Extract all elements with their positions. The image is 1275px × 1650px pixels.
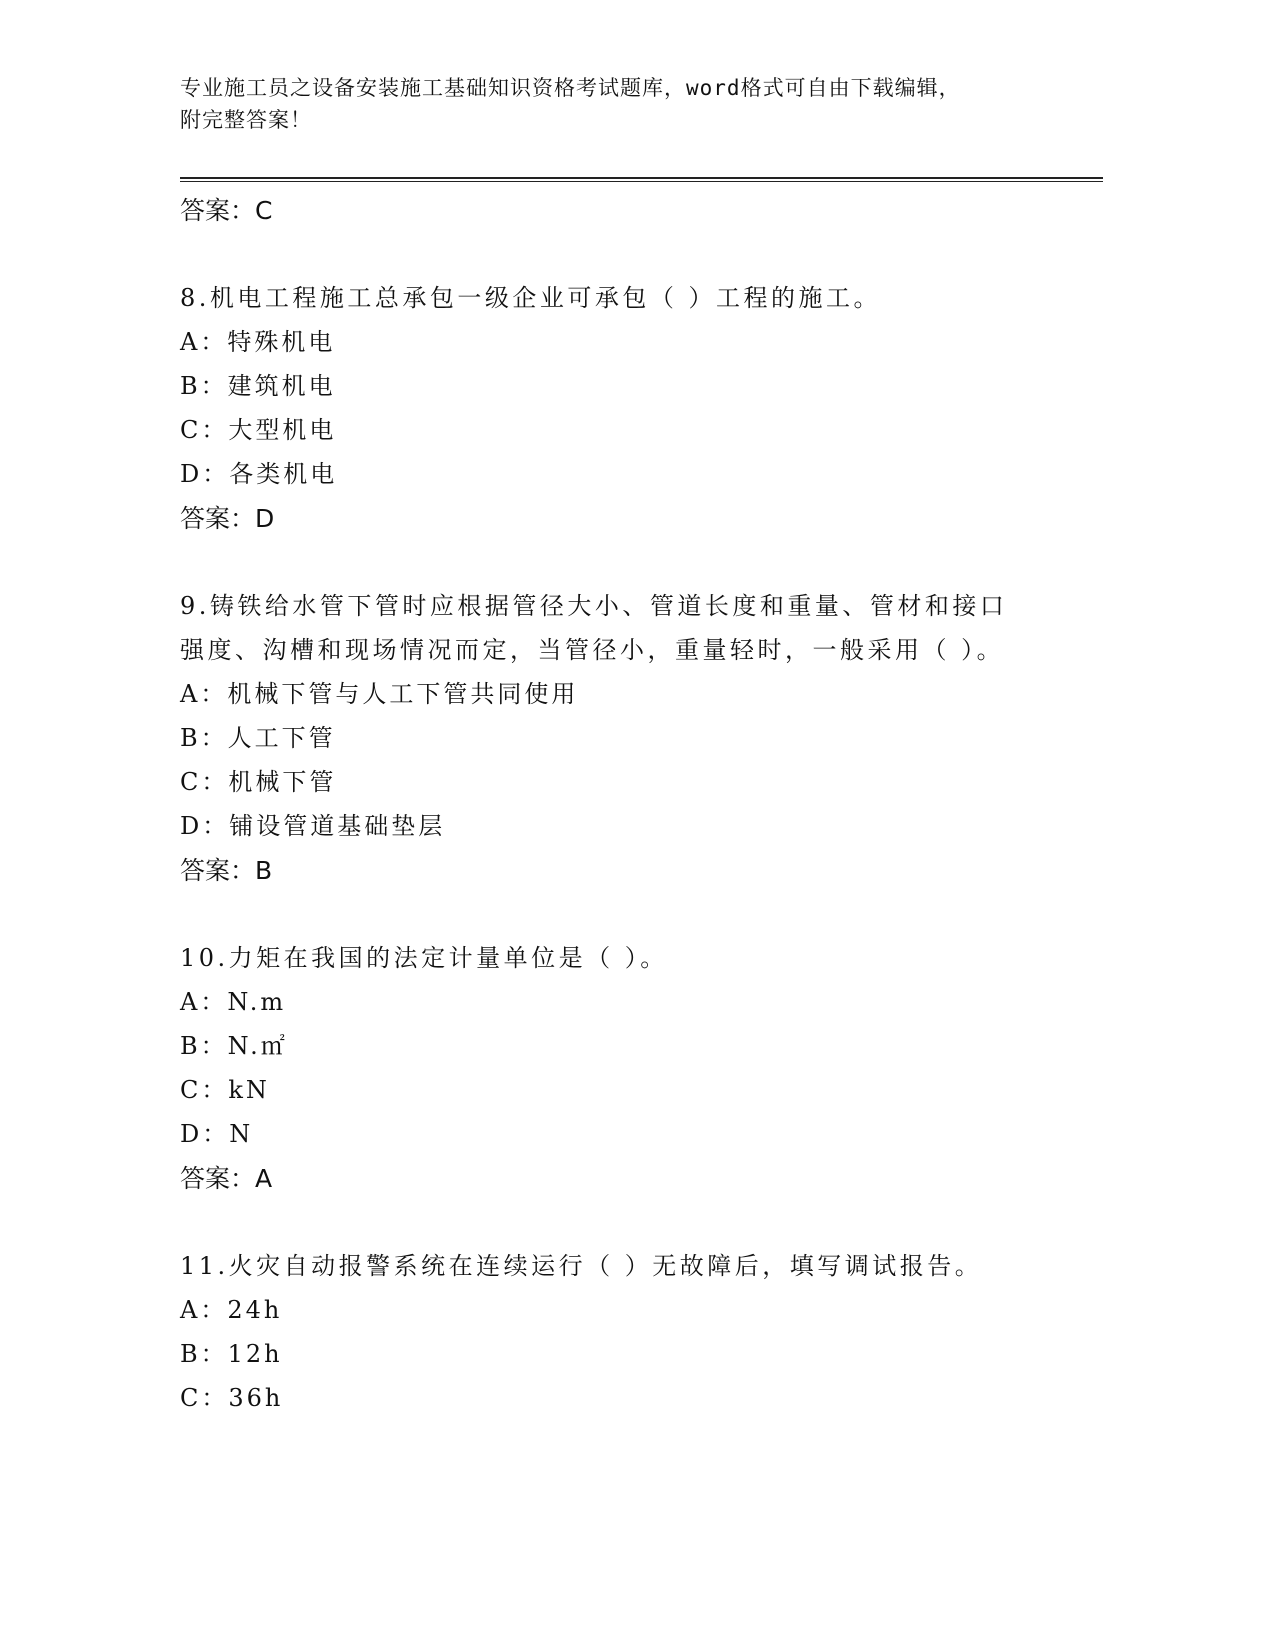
question-block-10	[180, 936, 1103, 1201]
option-c: C：kN	[180, 1076, 270, 1104]
option-a: A：24h	[180, 1296, 283, 1324]
option-d: D：N	[180, 1120, 254, 1148]
option-b: B：建筑机电	[180, 372, 336, 400]
option-a: A：机械下管与人工下管共同使用	[180, 680, 579, 708]
header-rule-thin	[180, 181, 1103, 182]
header-line-1: 专业施工员之设备安装施工基础知识资格考试题库，word格式可自由下载编辑，	[180, 76, 961, 100]
answer: 答案：B	[180, 856, 273, 885]
answer: 答案：D	[180, 504, 275, 533]
question-list	[180, 188, 1103, 1420]
option-c: C：大型机电	[180, 416, 337, 444]
question-block-8	[180, 276, 1103, 541]
question-text: 8.机电工程施工总承包一级企业可承包（ ）工程的施工。	[180, 284, 882, 312]
spacer	[180, 541, 1103, 584]
document-header	[180, 72, 1060, 136]
question-text-continued: 强度、沟槽和现场情况而定，当管径小，重量轻时，一般采用（ ）。	[180, 636, 1005, 664]
option-d: D：各类机电	[180, 460, 338, 488]
option-d: D：铺设管道基础垫层	[180, 812, 446, 840]
answer: 答案：A	[180, 1164, 273, 1193]
previous-answer: 答案：C	[180, 196, 273, 225]
header-line-2: 附完整答案！	[180, 108, 312, 132]
option-b: B：N.㎡	[180, 1032, 288, 1060]
option-c: C：机械下管	[180, 768, 337, 796]
question-text: 11.火灾自动报警系统在连续运行（ ）无故障后，填写调试报告。	[180, 1252, 983, 1280]
spacer	[180, 1201, 1103, 1244]
question-block-9	[180, 584, 1103, 893]
option-b: B：12h	[180, 1340, 283, 1368]
spacer	[180, 233, 1103, 276]
option-a: A：特殊机电	[180, 328, 336, 356]
option-b: B：人工下管	[180, 724, 336, 752]
option-a: A：N.m	[180, 988, 287, 1016]
question-block-11	[180, 1244, 1103, 1420]
question-text: 9.铸铁给水管下管时应根据管径大小、管道长度和重量、管材和接口	[180, 592, 1008, 620]
spacer	[180, 893, 1103, 936]
question-text: 10.力矩在我国的法定计量单位是（ ）。	[180, 944, 668, 972]
header-rule-thick	[180, 177, 1103, 179]
option-c: C：36h	[180, 1384, 284, 1412]
